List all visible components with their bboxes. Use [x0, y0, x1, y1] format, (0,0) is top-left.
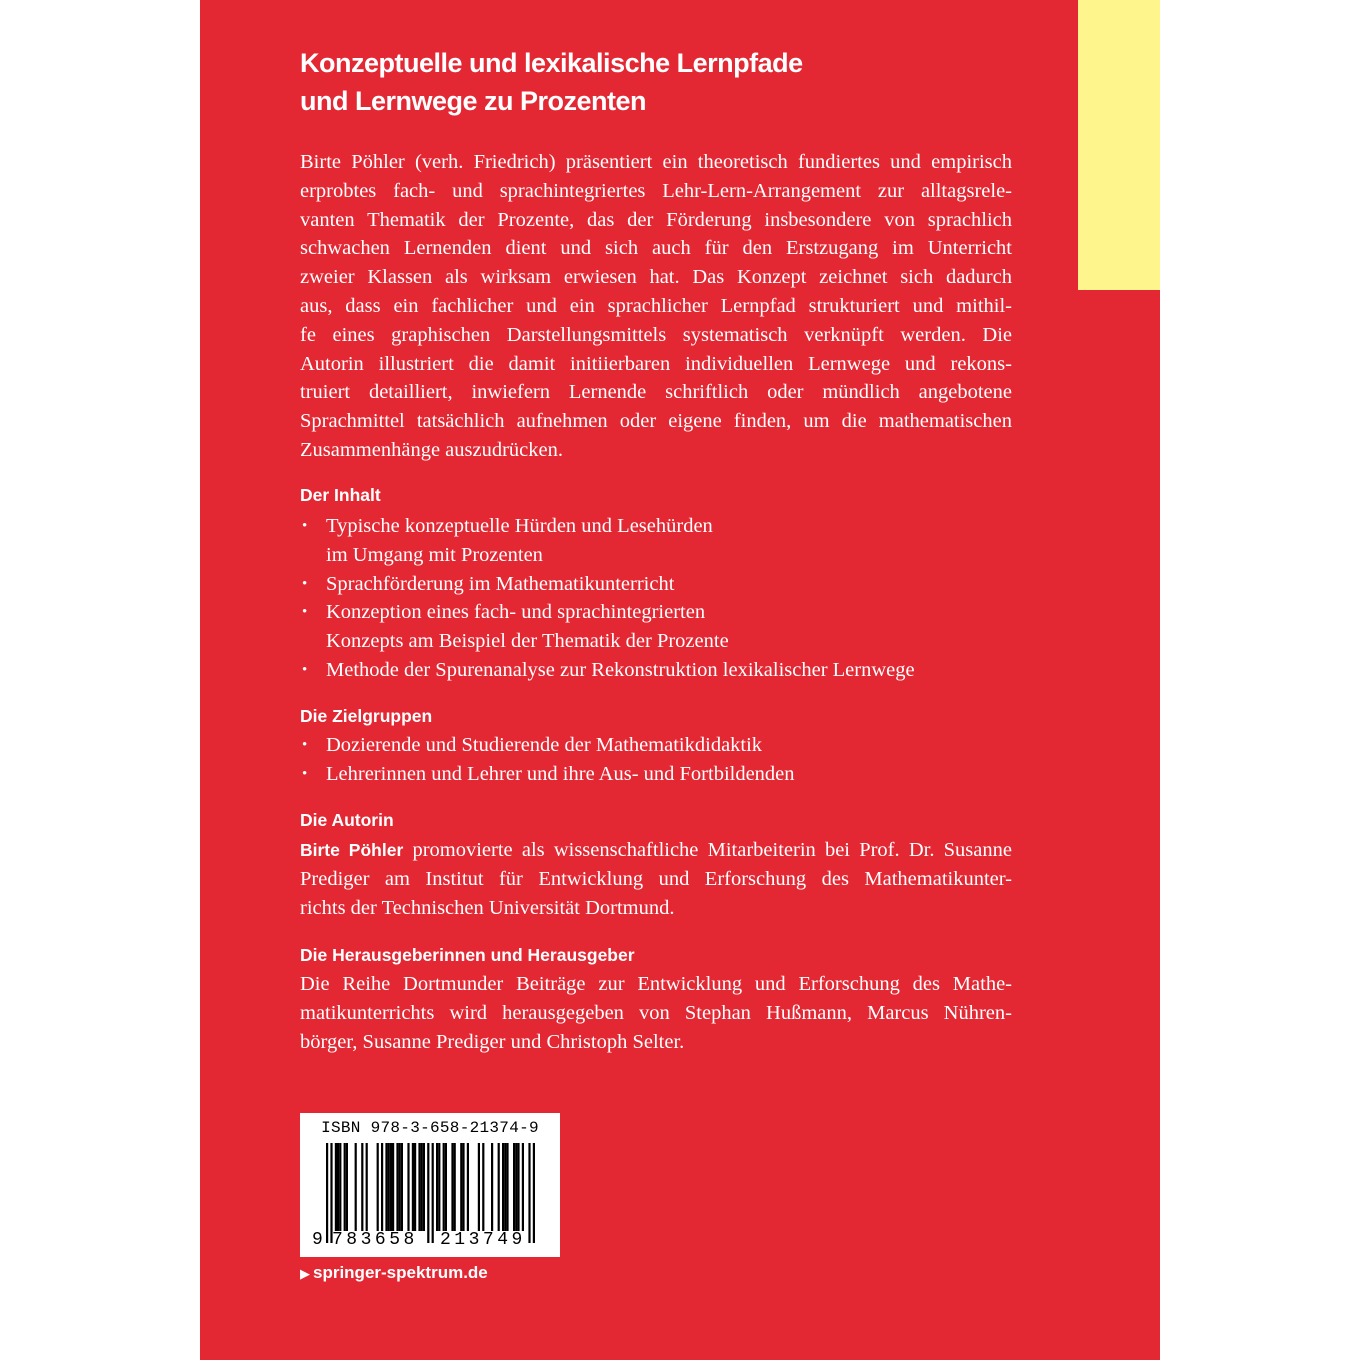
blurb-line: truiert detailliert, inwiefern Lernende schriftlich oder mündlich angebotene	[300, 381, 1012, 404]
zielgruppen-list	[300, 731, 1020, 789]
barcode-bar	[460, 1143, 462, 1231]
herausgeber-line: Die Reihe Dortmunder Beiträge zur Entwicklung und Erforschung des Mathe-	[300, 973, 1012, 995]
barcode-digit-group-right: 213749	[440, 1230, 526, 1250]
barcode-bar	[432, 1143, 434, 1243]
autorin-line: richts der Technischen Universität Dortmund.	[300, 896, 675, 919]
title-line: Konzeptuelle und lexikalische Lernpfade	[300, 48, 803, 78]
barcode-bar	[451, 1143, 453, 1231]
autorin-paragraph	[300, 836, 1012, 922]
list-item	[300, 731, 1020, 760]
list-item-line: • Sprachförderung im Mathematikunterricht	[326, 572, 675, 595]
yellow-spine-tab	[1078, 0, 1160, 290]
barcode-bar	[454, 1143, 456, 1231]
barcode-bar	[504, 1143, 506, 1231]
barcode-bar	[366, 1143, 368, 1231]
barcode-bar	[445, 1143, 447, 1231]
blurb-paragraph	[300, 148, 1012, 465]
autorin-line: Prediger am Institut für Entwicklung und Erforschung des Mathematikunter-	[300, 867, 1012, 890]
barcode-bar	[339, 1143, 341, 1231]
barcode-bar	[482, 1143, 484, 1231]
section-heading-herausgeber: Die Herausgeberinnen und Herausgeber	[300, 945, 635, 965]
barcode-bars	[312, 1143, 550, 1243]
section-heading-inhalt: Der Inhalt	[300, 485, 381, 505]
barcode-bar	[478, 1143, 480, 1231]
barcode-bar	[491, 1143, 493, 1231]
book-title	[300, 44, 1020, 120]
blurb-line: erprobtes fach- und sprachintegriertes Lehr-Lern-Arrangement zur alltagsrele-	[300, 179, 1012, 202]
barcode-bar	[436, 1143, 438, 1231]
autorin-line-text: promovierte als wissenschaftliche Mitarbeiterin bei Prof. Dr. Susanne	[403, 839, 1012, 861]
barcode-bar	[337, 1143, 339, 1231]
barcode-bar	[385, 1143, 387, 1231]
blurb-line: aus, dass ein fachlicher und ein sprachlicher Lernpfad strukturiert und mithil-	[300, 294, 1012, 317]
blurb-line: vanten Thematik der Prozente, das der Förderung insbesondere von sprachlich	[300, 208, 1012, 231]
list-item	[300, 760, 1020, 789]
barcode-bar	[335, 1143, 337, 1231]
herausgeber-paragraph	[300, 970, 1012, 1056]
list-item	[300, 656, 1020, 685]
blurb-line: Birte Pöhler (verh. Friedrich) präsentiert ein theoretisch fundiertes und empirisch	[300, 151, 1012, 173]
barcode-bar	[392, 1143, 394, 1231]
blurb-line: Zusammenhänge auszudrücken.	[300, 438, 563, 461]
barcode-bar	[330, 1143, 332, 1243]
barcode-bar	[412, 1143, 414, 1231]
barcode-bar	[381, 1143, 383, 1231]
barcode-bar	[355, 1143, 357, 1231]
barcode-bar	[396, 1143, 398, 1231]
barcode-bar	[418, 1143, 420, 1231]
title-line: und Lernwege zu Prozenten	[300, 86, 647, 116]
list-item-line: • Konzeption eines fach- und sprachintegrierten	[326, 601, 706, 624]
blurb-line: schwachen Lernenden dient und sich auch für den Erstzugang im Unterricht	[300, 237, 1012, 260]
barcode-bar	[533, 1143, 535, 1243]
herausgeber-line: börger, Susanne Prediger und Christoph Selter.	[300, 1030, 685, 1053]
barcode-bar	[513, 1143, 515, 1231]
barcode-bar	[443, 1143, 445, 1231]
barcode-bar	[401, 1143, 403, 1231]
barcode-digit-first: 9	[312, 1230, 323, 1250]
barcode-bar	[528, 1143, 530, 1243]
list-item-line: • Dozierende und Studierende der Mathematikdidaktik	[326, 734, 763, 756]
publisher-website-text: springer-spektrum.de	[313, 1263, 488, 1282]
barcode-bar	[346, 1143, 348, 1231]
list-item-line: im Umgang mit Prozenten	[326, 543, 543, 566]
publisher-website-link[interactable]	[300, 1263, 488, 1283]
barcode-bar	[462, 1143, 464, 1231]
barcode-bar	[438, 1143, 440, 1231]
section-heading-zielgruppen: Die Zielgruppen	[300, 706, 433, 726]
herausgeber-line: matikunterrichts wird herausgegeben von Stephan Hußmann, Marcus Nühren-	[300, 1001, 1012, 1024]
barcode-bar	[515, 1143, 517, 1231]
barcode-bar	[361, 1143, 363, 1231]
barcode-bar	[388, 1143, 390, 1231]
barcode-bar	[414, 1143, 416, 1231]
blurb-line: Autorin illustriert die damit initiierbaren individuellen Lernwege und rekons-	[300, 352, 1012, 375]
barcode-bar	[423, 1143, 425, 1231]
barcode-bar	[522, 1143, 524, 1231]
list-item	[300, 570, 1020, 599]
author-name: Birte Pöhler	[300, 840, 404, 860]
blurb-line: fe eines graphischen Darstellungsmittels systematisch verknüpft werden. Die	[300, 323, 1012, 346]
list-item	[300, 598, 1020, 656]
barcode-bar	[399, 1143, 401, 1231]
barcode-bar	[502, 1143, 504, 1231]
blurb-line: zweier Klassen als wirksam erwiesen hat. Das Konzept zeichnet sich dadurch	[300, 266, 1012, 289]
inhalt-list	[300, 512, 1020, 685]
barcode-bar	[421, 1143, 423, 1231]
list-item-line: • Typische konzeptuelle Hürden und Lesehürden	[326, 515, 713, 537]
list-item-line: • Methode der Spurenanalyse zur Rekonstruktion lexikalischer Lernwege	[326, 658, 915, 681]
list-item-line: • Lehrerinnen und Lehrer und ihre Aus- und Fortbildenden	[326, 762, 795, 785]
barcode-bar	[326, 1143, 328, 1243]
barcode-bar	[467, 1143, 469, 1231]
barcode-digit-group-left: 783658	[332, 1230, 418, 1250]
blurb-line: Sprachmittel tatsächlich aufnehmen oder eigene finden, um die mathematischen	[300, 410, 1012, 433]
arrow-right-icon: ▶	[300, 1266, 310, 1281]
barcode-bar	[506, 1143, 508, 1231]
barcode-bar	[427, 1143, 429, 1243]
barcode-bar	[344, 1143, 346, 1231]
barcode-bar	[407, 1143, 409, 1231]
section-heading-autorin: Die Autorin	[300, 810, 394, 830]
barcode-bar	[390, 1143, 392, 1231]
list-item	[300, 512, 1020, 570]
isbn-barcode	[300, 1113, 560, 1257]
autorin-line	[300, 836, 1012, 865]
barcode-bar	[517, 1143, 519, 1231]
list-item-line: Konzepts am Beispiel der Thematik der Prozente	[326, 630, 729, 653]
isbn-label: ISBN 978-3-658-21374-9	[321, 1119, 539, 1137]
barcode-bar	[498, 1143, 500, 1231]
barcode-bar	[377, 1143, 379, 1231]
